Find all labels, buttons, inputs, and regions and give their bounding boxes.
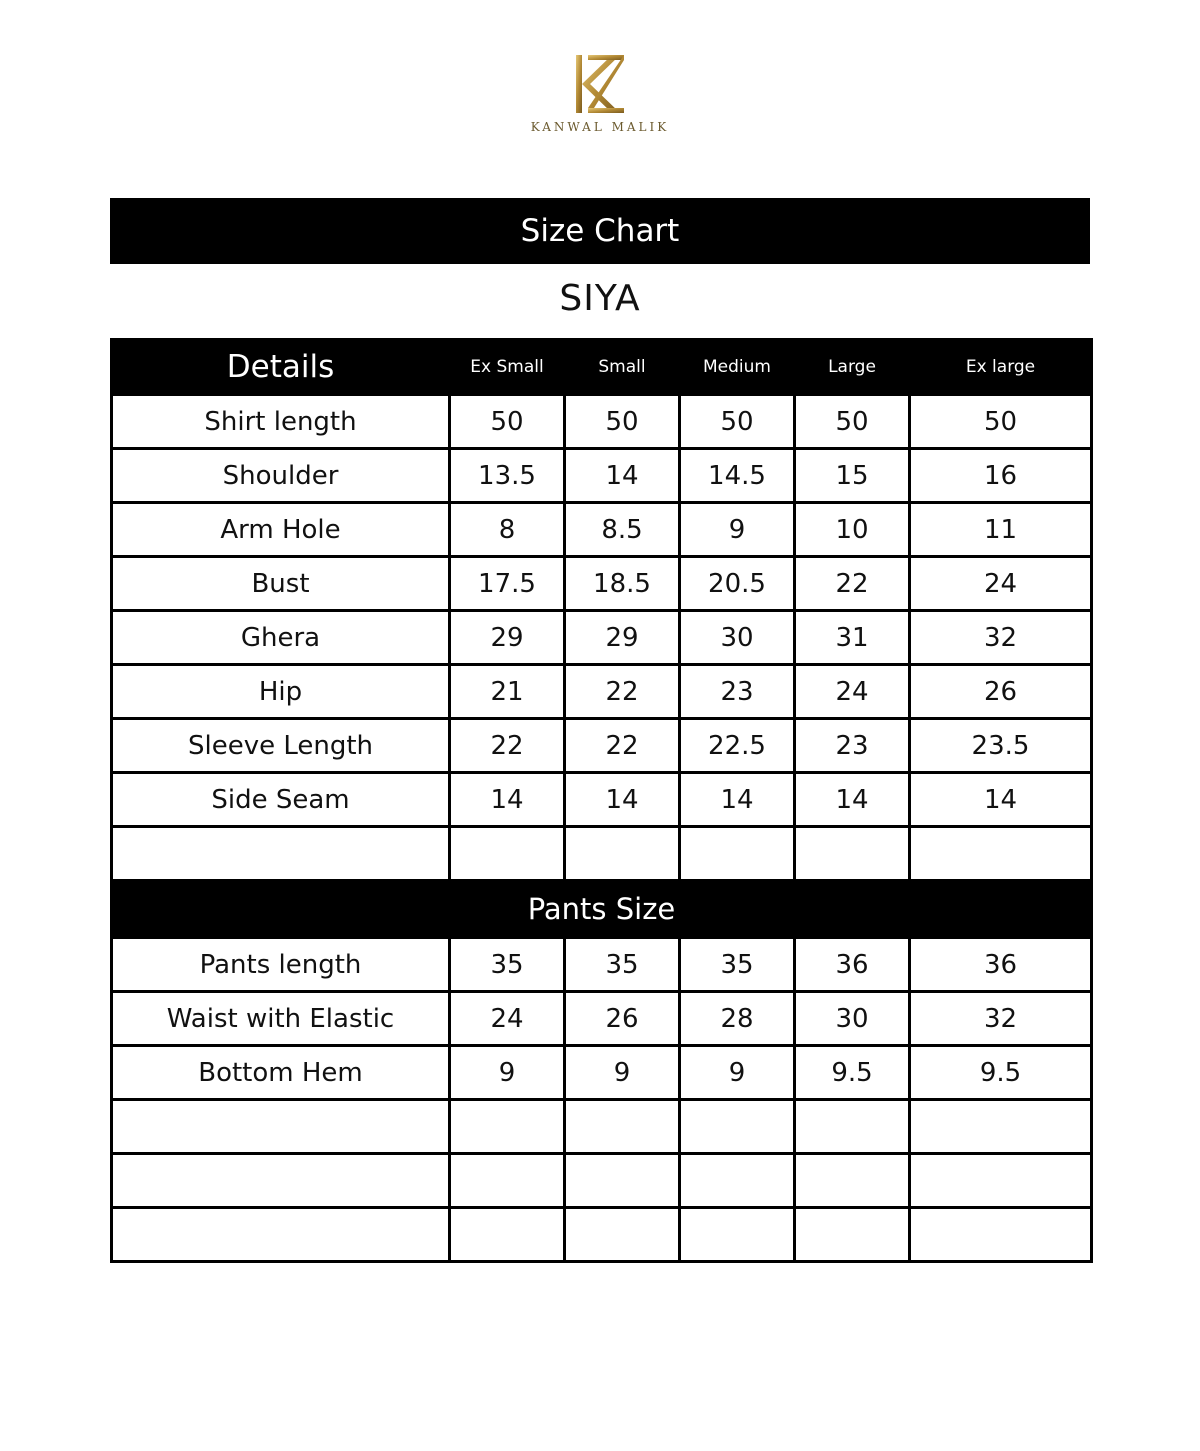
size-header: Ex Small [450,340,565,395]
measurement-cell: 36 [795,938,910,992]
table-row [112,557,1092,611]
measurement-cell: 13.5 [450,449,565,503]
measurement-cell: 32 [910,992,1092,1046]
measurement-cell: 9 [450,1046,565,1100]
empty-cell [450,1208,565,1262]
measurement-cell: 50 [450,395,565,449]
measurement-cell: 14 [910,773,1092,827]
empty-cell [565,827,680,881]
measurement-cell: 14 [795,773,910,827]
empty-cell [450,1154,565,1208]
table-row [112,773,1092,827]
table-row [112,665,1092,719]
measurement-cell: 9.5 [795,1046,910,1100]
measurement-cell: 30 [795,992,910,1046]
row-label: Bottom Hem [112,1046,450,1100]
km-monogram-icon [574,52,626,116]
empty-cell [910,1100,1092,1154]
row-label: Bust [112,557,450,611]
measurement-cell: 24 [795,665,910,719]
empty-row [112,1208,1092,1262]
size-header: Ex large [910,340,1092,395]
empty-cell [910,827,1092,881]
row-label: Side Seam [112,773,450,827]
measurement-cell: 22.5 [680,719,795,773]
empty-row [112,1154,1092,1208]
measurement-cell: 14.5 [680,449,795,503]
pants-section-title: Pants Size [112,881,1092,938]
measurement-cell: 24 [910,557,1092,611]
empty-cell [112,1100,450,1154]
measurement-cell: 20.5 [680,557,795,611]
measurement-cell: 32 [910,611,1092,665]
empty-cell [450,1100,565,1154]
measurement-cell: 9 [680,503,795,557]
measurement-cell: 14 [450,773,565,827]
size-table [110,338,1093,1263]
measurement-cell: 16 [910,449,1092,503]
measurement-cell: 14 [680,773,795,827]
measurement-cell: 28 [680,992,795,1046]
table-row [112,395,1092,449]
measurement-cell: 26 [565,992,680,1046]
table-row [112,992,1092,1046]
measurement-cell: 10 [795,503,910,557]
measurement-cell: 14 [565,773,680,827]
brand-logo [0,52,1200,134]
empty-cell [565,1100,680,1154]
empty-row [112,827,1092,881]
measurement-cell: 9 [565,1046,680,1100]
empty-cell [795,1100,910,1154]
table-row [112,938,1092,992]
measurement-cell: 22 [795,557,910,611]
empty-row [112,1100,1092,1154]
row-label: Shoulder [112,449,450,503]
empty-cell [112,1208,450,1262]
empty-cell [795,827,910,881]
empty-cell [910,1208,1092,1262]
empty-cell [910,1154,1092,1208]
table-row [112,719,1092,773]
details-header: Details [112,340,450,395]
measurement-cell: 22 [565,719,680,773]
measurement-cell: 9.5 [910,1046,1092,1100]
measurement-cell: 15 [795,449,910,503]
empty-cell [450,827,565,881]
empty-cell [565,1208,680,1262]
empty-cell [680,827,795,881]
measurement-cell: 18.5 [565,557,680,611]
empty-cell [795,1208,910,1262]
measurement-cell: 23.5 [910,719,1092,773]
measurement-cell: 35 [680,938,795,992]
empty-cell [112,827,450,881]
row-label: Waist with Elastic [112,992,450,1046]
measurement-cell: 22 [450,719,565,773]
measurement-cell: 9 [680,1046,795,1100]
measurement-cell: 22 [565,665,680,719]
empty-cell [680,1154,795,1208]
measurement-cell: 8 [450,503,565,557]
row-label: Pants length [112,938,450,992]
measurement-cell: 29 [565,611,680,665]
measurement-cell: 11 [910,503,1092,557]
size-header: Large [795,340,910,395]
measurement-cell: 50 [565,395,680,449]
row-label: Sleeve Length [112,719,450,773]
measurement-cell: 50 [795,395,910,449]
measurement-cell: 36 [910,938,1092,992]
measurement-cell: 21 [450,665,565,719]
table-row [112,503,1092,557]
measurement-cell: 24 [450,992,565,1046]
measurement-cell: 35 [450,938,565,992]
empty-cell [680,1100,795,1154]
measurement-cell: 8.5 [565,503,680,557]
brand-name: KANWAL MALIK [530,120,670,134]
empty-cell [795,1154,910,1208]
row-label: Shirt length [112,395,450,449]
table-header-row [112,340,1092,395]
measurement-cell: 30 [680,611,795,665]
size-chart-title: Size Chart [110,198,1090,264]
table-row [112,449,1092,503]
empty-cell [680,1208,795,1262]
pants-section-row [112,881,1092,938]
measurement-cell: 50 [910,395,1092,449]
measurement-cell: 23 [680,665,795,719]
measurement-cell: 23 [795,719,910,773]
size-header: Medium [680,340,795,395]
table-row [112,611,1092,665]
measurement-cell: 14 [565,449,680,503]
measurement-cell: 26 [910,665,1092,719]
measurement-cell: 50 [680,395,795,449]
measurement-cell: 35 [565,938,680,992]
size-header: Small [565,340,680,395]
row-label: Hip [112,665,450,719]
measurement-cell: 17.5 [450,557,565,611]
product-name: SIYA [559,278,641,319]
empty-cell [112,1154,450,1208]
measurement-cell: 31 [795,611,910,665]
empty-cell [565,1154,680,1208]
measurement-cell: 29 [450,611,565,665]
table-row [112,1046,1092,1100]
row-label: Ghera [112,611,450,665]
row-label: Arm Hole [112,503,450,557]
